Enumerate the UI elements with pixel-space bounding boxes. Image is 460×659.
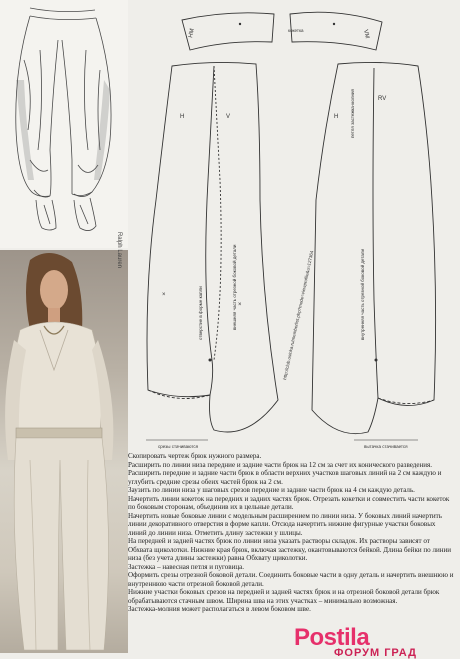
watermark-site: ФОРУМ ГРАД bbox=[334, 647, 417, 659]
pattern-drawing bbox=[128, 0, 460, 452]
instruction-paragraph: Оформить срезы отрезной боковой детали. Соединить боковые части в одну деталь и начертить внешнюю и внутреннюю части отрезной боковой детали. bbox=[128, 571, 454, 588]
yoke-left-piece bbox=[182, 13, 274, 50]
front-cross-mark-2: × bbox=[238, 302, 242, 308]
fashion-sketch bbox=[0, 0, 128, 248]
instruction-paragraph: Застежка-молния может располагаться в левом боковом шве. bbox=[128, 605, 311, 613]
photo-credit: Ralph Lauren bbox=[116, 231, 122, 268]
instruction-paragraph: На передней и задней частях брюк по линии низа указать растворы складок. Их растворы зависят от Обхвата щиколотки. Нижние края брюк, включая застежку, окантовываются бейкой. Длина бейки по линии низа (без учета длины застежки) равна Обхвату щиколотки. bbox=[128, 537, 452, 562]
front-v-label: V bbox=[226, 114, 231, 120]
runway-photo bbox=[0, 231, 128, 653]
illustrations-column bbox=[0, 0, 128, 653]
back-v-label: RV bbox=[378, 96, 387, 102]
harem-pants-sketch-drawing bbox=[0, 0, 128, 248]
watermark-logo: Postila bbox=[294, 624, 370, 651]
yoke-right-label: VM bbox=[362, 29, 370, 40]
instruction-paragraph: Расширить передние и задние части брюк в области верхних участков шаговых линий на 2 см каждую и углубить средние срезы обеих частей брюк на 2 см. bbox=[128, 469, 442, 486]
back-h-label: H bbox=[334, 114, 339, 120]
back-note-side: внутренняя часть отрезной боковой детали bbox=[360, 248, 365, 340]
instruction-paragraph: Заузить по линии низа у шаговых срезов передние и задние части брюк на 4 см каждую деталь. bbox=[128, 486, 415, 494]
front-note-side: внешняя часть отрезной боковой детали bbox=[232, 244, 237, 330]
yoke-center-label: кокетка bbox=[288, 28, 304, 33]
instruction-paragraph: Застежка – навесная петля и пуговица. bbox=[128, 562, 245, 571]
pattern-draft bbox=[128, 0, 460, 452]
front-cross-mark: × bbox=[162, 292, 166, 298]
instruction-paragraph: Расширить по линии низа передние и задние части брюк на 12 см за счет их конического разведения. bbox=[128, 460, 433, 469]
instruction-paragraph: Скопировать чертеж брюк нужного размера. bbox=[128, 452, 262, 460]
url-watermark: http://club.osinka.ru/memberlist.php?mode=viewprofile&u=127364 bbox=[282, 250, 315, 381]
postila-watermark bbox=[280, 624, 460, 659]
instruction-paragraph: Начертить линии кокеток на передних и задних частях брюк. Отрезать кокетки и совместить части кокеток по боковым сторонам, объединив их в цельные детали. bbox=[128, 494, 450, 511]
hem-left-label: срезы стачиваются bbox=[158, 444, 199, 449]
back-note-zip: петля застежка-молния bbox=[350, 89, 355, 138]
model-silhouette bbox=[0, 250, 128, 653]
yoke-left-label: НМ bbox=[188, 28, 196, 39]
instruction-paragraph: Нижние участки боковых срезов на передней и задней частях брюк и на отрезной боковой детали брюк обрабатываются стачным швом. Ширина шва на этих участках – минимально возможная. bbox=[128, 588, 440, 605]
hem-right-label: вытачка стачивается bbox=[364, 444, 408, 449]
instructions-text bbox=[128, 452, 454, 653]
front-note-drop: отверстие в форме капли bbox=[198, 286, 203, 340]
instruction-paragraph: Начертить новые боковые линии с модельным расширением по линии низа. У боковых линий начертить линии декоративного отверстия в форме капли. Отсюда начертить нижние фигурные участки боковых линий до линии низа. Отметить длину застежки у шлицы. bbox=[128, 511, 442, 537]
front-h-label: H bbox=[180, 114, 185, 120]
